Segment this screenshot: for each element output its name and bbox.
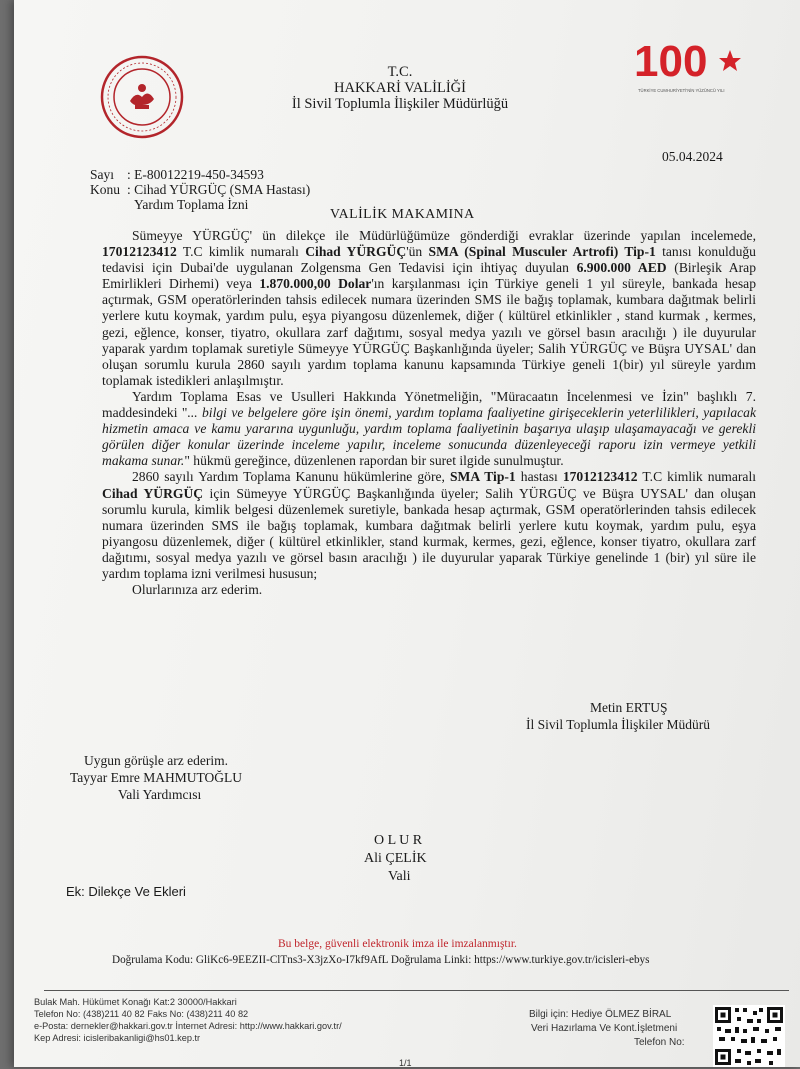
logo-caption: TÜRKİYE CUMHURİYETİ'NİN YÜZÜNCÜ YILI <box>638 88 725 93</box>
paragraph-1: Sümeyye YÜRGÜÇ' ün dilekçe ile Müdürlüğümüze gönderdiği evraklar üzerinde yapılan incelemede, 17012123412 T.C kimlik numaralı Cihad YÜRGÜÇ'ün SMA (Spinal Musculer Artrofi) Tip-1 tanısı konulduğu tedavisi için Dubai'de uygulanan Zolgensma Gen Tedavisi için ihtiyaç duyulan 6.900.000 AED (Birleşik Arap Emirlikleri Dirhemi) veya 1.870.000,00 Dolar'ın karşılanması için Türkiye geneli 1 yıl süreyle, bankada hesap açtırmak, GSM operatörlerinden tahsis edilecek numara üzerinden SMS ile bağış toplamak, kumbara dağıtmak belirli yerlere kutu koymak, yardım pulu, eşya piyangosu düzenlemek, diğer ( kültürel etkinlikler , stand kurmak , kermes, gezi, eğlence, konser, tiyatro, okullara zarf dağıtımı, sosyal medya yazılı ve görsel basın aracılığı ) ile duyurular yaparak yardım toplamak suretiyle Sümeyye YÜRGÜÇ Başkanlığında üyeler; Salih YÜRGÜÇ ve Büşra UYSAL' dan oluşan sorumlu kurula 2860 sayılı yardım toplama kanunu kapsamında Türkiye geneli 1(bir) yıl süreyle yardım toplamak istedikleri anlaşılmıştır. <box>102 228 756 388</box>
paragraph-4: Olurlarınıza arz ederim. <box>132 582 263 598</box>
footer-divider <box>44 990 789 991</box>
addressee: VALİLİK MAKAMINA <box>330 206 475 221</box>
page-number: 1/1 <box>399 1058 412 1068</box>
paragraph-3: 2860 sayılı Yardım Toplama Kanunu hükümlerine göre, SMA Tip-1 hastası 17012123412 T.C kimlik numaralı Cihad YÜRGÜÇ için Sümeyye YÜRGÜÇ Başkanlığında üyeler; Salih YÜRGÜÇ ve Büşra UYSAL' dan oluşan sorumlu kurula, kimlik belgesi düzenlemek suretiyle, bankada hesap açtırmak, GSM operatörlerinden tahsis edilecek numara üzerinden SMS ile bağış toplamak, kumbara dağıtmak belirli yerlere kutu koymak, yardım pulu, eşya piyangosu düzenlemek, diğer ( kültürel etkinlikler, stand kurmak, kermes, gezi, eğlence, konser tiyatro, okullara zarf dağıtımı, sosyal medya yazılı ve görsel basın aracılığı ) ile duyurular yaparak Türkiye genelinde 1 (bir) yıl süre ile yardım toplama izni verilmesi hususun; <box>102 469 757 581</box>
deputy-title: Vali Yardımcısı <box>118 787 202 802</box>
footer-address: Bulak Mah. Hükümet Konağı Kat:2 30000/Hakkari <box>34 997 237 1007</box>
attachment-note: Ek: Dilekçe Ve Ekleri <box>66 884 186 899</box>
director-title: İl Sivil Toplumla İlişkiler Müdürü <box>526 717 711 732</box>
footer-email: e-Posta: dernekler@hakkari.gov.tr İnternet Adresi: http://www.hakkari.gov.tr/ <box>34 1021 342 1031</box>
footer-info-role: Veri Hazırlama Ve Kont.İşletmeni <box>531 1023 678 1034</box>
konu-value-2: Yardım Toplama İzni <box>134 197 249 212</box>
governor-title: Vali <box>388 869 411 884</box>
konu-label: Konu <box>90 182 120 197</box>
sayi-label: Sayı <box>90 167 115 182</box>
header-governorship: HAKKARİ VALİLİĞİ <box>334 80 466 96</box>
footer-phone: Telefon No: (438)211 40 82 Faks No: (438)211 40 82 <box>34 1009 249 1019</box>
document-page <box>14 0 800 1067</box>
sayi-value: : E-80012219-450-34593 <box>127 167 264 182</box>
konu-value: : Cihad YÜRGÜÇ (SMA Hastası) <box>127 182 311 197</box>
footer-info-phone: Telefon No: <box>634 1037 685 1048</box>
olur-label: O L U R <box>374 833 423 848</box>
esign-notice: Bu belge, güvenli elektronik imza ile imzalanmıştır. <box>278 938 517 950</box>
document-date: 05.04.2024 <box>662 149 723 164</box>
footer-kep: Kep Adresi: icisleribakanligi@hs01.kep.tr <box>34 1033 201 1043</box>
footer-info-contact: Bilgi için: Hediye ÖLMEZ BİRAL <box>529 1009 672 1020</box>
logo-number: 100 <box>634 37 708 86</box>
header-directorate: İl Sivil Toplumla İlişkiler Müdürlüğü <box>291 96 509 112</box>
approval-note: Uygun görüşle arz ederim. <box>84 753 228 768</box>
letter-body <box>102 228 756 598</box>
director-name: Metin ERTUŞ <box>590 700 668 715</box>
qr-code-icon <box>713 1005 785 1067</box>
header-tc: T.C. <box>387 64 413 80</box>
verification-line: Doğrulama Kodu: GliKc6-9EEZII-ClTns3-X3jzXo-I7kf9AfL Doğrulama Linki: https://www.turkiye.gov.tr/icisleri-ebys <box>112 954 650 966</box>
paragraph-2: Yardım Toplama Esas ve Usulleri Hakkında Yönetmeliğin, "Müracaatın İncelenmesi ve İzin" başlıklı 7. maddesindeki "... bilgi ve belgelere göre işin önemi, yardım toplama faaliyetine girişeceklerin yeterlilikleri, yapılacak hizmetin amaca ve kamu yararına uygunluğu, yardım toplama faaliyetinin başarıya ulaşıp ulaşamayacağı ve gerekli görülen diğer konular üzerinde inceleme yapılır, inceleme sonucunda düzenleyeceği raporu izin vermeye yetkili makama sunar." hükmü gereğince, düzenlenen rapordan bir suret ilgide sunulmuştur. <box>102 388 757 469</box>
governor-name: Ali ÇELİK <box>364 851 427 866</box>
deputy-name: Tayyar Emre MAHMUTOĞLU <box>70 770 243 785</box>
